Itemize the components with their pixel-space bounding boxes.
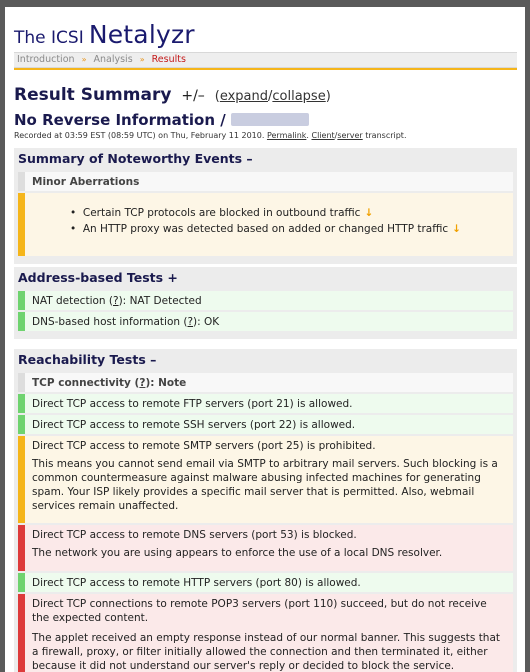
test-label: DNS-based host information bbox=[32, 316, 181, 328]
test-text: Direct TCP access to remote FTP servers (port 21) is allowed. bbox=[32, 398, 353, 410]
host-label: No Reverse Information / bbox=[14, 111, 226, 129]
nav-results[interactable]: Results bbox=[151, 54, 186, 65]
row-text: DNS-based host information (?): OK bbox=[32, 316, 220, 328]
status-bar-warning bbox=[18, 436, 25, 523]
page-title: Result Summary +/– (expand/collapse) bbox=[14, 85, 331, 105]
status-bar-warning bbox=[18, 193, 25, 256]
reachability-section bbox=[14, 349, 517, 672]
test-row-pop3 bbox=[18, 594, 513, 672]
row-text: TCP connectivity (?): Note bbox=[32, 377, 187, 389]
toggle-all-button[interactable]: +/– bbox=[181, 88, 205, 104]
slash: / bbox=[268, 89, 273, 104]
test-row-ssh bbox=[18, 415, 513, 434]
noteworthy-section bbox=[14, 148, 517, 264]
host-line bbox=[14, 111, 309, 129]
status-bar-error bbox=[18, 594, 25, 672]
test-row-dns bbox=[18, 525, 513, 571]
nav-separator: » bbox=[81, 55, 87, 64]
permalink-link[interactable]: Permalink bbox=[266, 131, 307, 140]
help-link[interactable]: ? bbox=[113, 295, 119, 307]
test-result: NAT Detected bbox=[129, 295, 202, 307]
transcript-text: transcript. bbox=[365, 131, 407, 140]
status-bar-neutral bbox=[18, 172, 25, 191]
test-text: Direct TCP connections to remote POP3 servers (port 110) succeed, but do not receive the expected content. bbox=[32, 598, 487, 624]
test-text: Direct TCP access to remote SSH servers (port 22) is allowed. bbox=[32, 419, 356, 431]
aberration-tcp-blocked: Certain TCP protocols are blocked in outbound traffic bbox=[82, 207, 361, 219]
minor-aberrations-header bbox=[18, 172, 513, 191]
noteworthy-title[interactable]: Summary of Noteworthy Events – bbox=[18, 151, 253, 166]
nav-analysis[interactable]: Analysis bbox=[93, 54, 133, 65]
minor-aberrations-list bbox=[18, 193, 513, 256]
header-divider bbox=[14, 68, 517, 70]
expand-link[interactable]: expand bbox=[219, 89, 268, 104]
list-item: • An HTTP proxy was detected based on added or changed HTTP traffic ↓ bbox=[70, 223, 461, 235]
status-bar-ok bbox=[18, 415, 25, 434]
summary-title-text: Result Summary bbox=[14, 85, 172, 105]
test-row-ftp bbox=[18, 394, 513, 413]
breadcrumb bbox=[14, 52, 517, 68]
brand-small: The ICSI bbox=[14, 28, 84, 48]
status-bar-neutral bbox=[18, 373, 25, 392]
address-title[interactable]: Address-based Tests + bbox=[18, 270, 178, 285]
status-bar-ok bbox=[18, 312, 25, 331]
help-link[interactable]: ? bbox=[139, 377, 146, 389]
test-label: NAT detection bbox=[32, 295, 106, 307]
test-row-http bbox=[18, 573, 513, 592]
nav-separator: » bbox=[139, 55, 145, 64]
brand-big: Netalyzr bbox=[88, 20, 195, 49]
tcp-connectivity-header bbox=[18, 373, 513, 392]
row-text: NAT detection (?): NAT Detected bbox=[32, 295, 202, 307]
dns-host-info-row bbox=[18, 312, 513, 331]
recorded-line: Recorded at 03:59 EST (08:59 UTC) on Thu, February 11 2010. Permalink. Client/server transcript. bbox=[14, 131, 407, 140]
tcp-connectivity-label: TCP connectivity bbox=[32, 377, 131, 389]
results-page bbox=[5, 7, 525, 672]
client-link[interactable]: Client bbox=[311, 131, 335, 140]
recorded-text: Recorded at 03:59 EST (08:59 UTC) on Thu, February 11 2010. bbox=[14, 131, 265, 140]
netalyzr-logo[interactable] bbox=[14, 20, 195, 49]
collapse-link[interactable]: collapse bbox=[272, 89, 326, 104]
server-link[interactable]: server bbox=[337, 131, 363, 140]
nav-introduction[interactable]: Introduction bbox=[17, 54, 75, 65]
arrow-down-icon[interactable]: ↓ bbox=[364, 207, 374, 219]
aberration-http-proxy: An HTTP proxy was detected based on added or changed HTTP traffic bbox=[82, 223, 449, 235]
status-bar-ok bbox=[18, 573, 25, 592]
test-text: Direct TCP access to remote HTTP servers (port 80) is allowed. bbox=[32, 577, 361, 589]
arrow-down-icon[interactable]: ↓ bbox=[452, 223, 461, 235]
test-text: Direct TCP access to remote SMTP servers (port 25) is prohibited. bbox=[32, 440, 376, 452]
test-detail: The network you are using appears to enforce the use of a local DNS resolver. bbox=[32, 547, 443, 559]
tcp-connectivity-result: Note bbox=[158, 377, 187, 389]
test-detail: This means you cannot send email via SMTP to arbitrary mail servers. Such blocking is a common countermeasure against malware abusing infected machines for generating spam. Your ISP likely provides a specific mail server that is permitted. Also, webmail services remain unaffected. bbox=[32, 458, 498, 512]
redacted-ip bbox=[231, 113, 309, 126]
address-section bbox=[14, 267, 517, 339]
status-bar-ok bbox=[18, 394, 25, 413]
minor-aberrations-label: Minor Aberrations bbox=[32, 176, 140, 188]
help-link[interactable]: ? bbox=[187, 316, 194, 328]
reachability-title[interactable]: Reachability Tests – bbox=[18, 352, 157, 367]
test-row-smtp bbox=[18, 436, 513, 523]
status-bar-ok bbox=[18, 291, 25, 310]
nat-detection-row bbox=[18, 291, 513, 310]
test-detail: The applet received an empty response instead of our normal banner. This suggests that a firewall, proxy, or filter initially allowed the connection and then terminated it, either because it did not understand our server's reply or decided to block the service. bbox=[32, 632, 501, 672]
test-result: OK bbox=[204, 316, 220, 328]
test-text: Direct TCP access to remote DNS servers (port 53) is blocked. bbox=[32, 529, 357, 541]
list-item: • Certain TCP protocols are blocked in outbound traffic ↓ bbox=[70, 207, 374, 219]
status-bar-error bbox=[18, 525, 25, 571]
